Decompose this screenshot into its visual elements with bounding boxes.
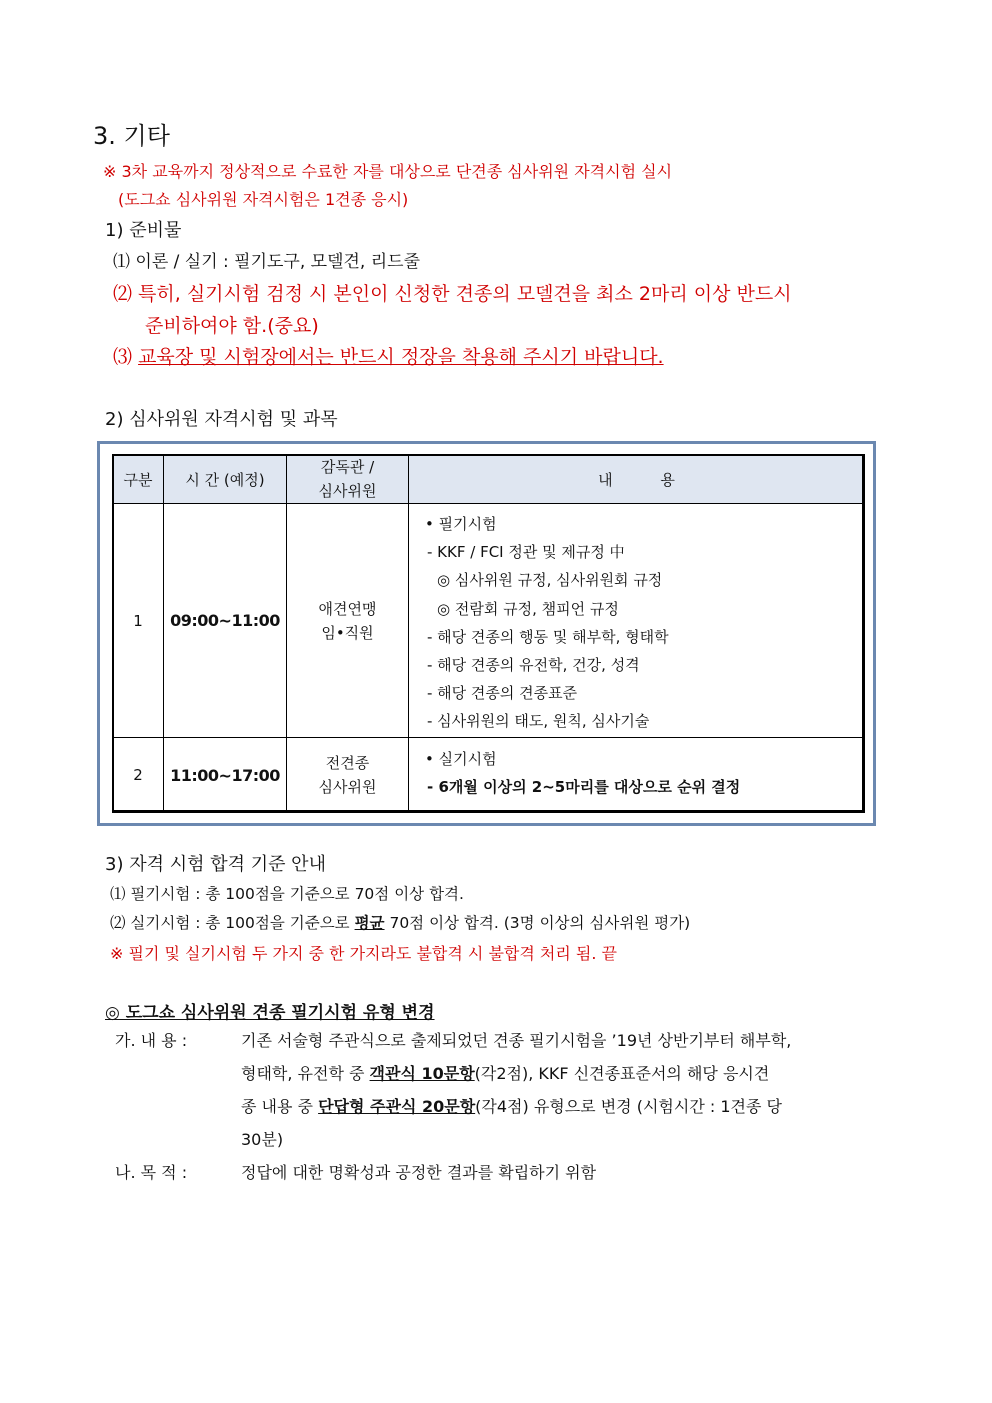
note-line-2: (도그쇼 심사위원 자격시험은 1견종 응시) bbox=[118, 190, 409, 209]
prep-item-2-line-1: ⑵ 특히, 실기시험 검정 시 본인이 신청한 견종의 모델견을 최소 2마리 이상 반드시 bbox=[113, 283, 792, 305]
content-line: - 해당 견종의 견종표준 bbox=[427, 684, 578, 703]
change-line-1: 기존 서술형 주관식으로 출제되었던 견종 필기시험을 ’19년 상반기부터 해부학, bbox=[241, 1031, 792, 1050]
change-purpose-text: 정답에 대한 명확성과 공정한 결과를 확립하기 위함 bbox=[241, 1163, 597, 1182]
change-line-3-post: (각4점) 유형으로 변경 (시험시간 : 1견종 당 bbox=[475, 1097, 782, 1116]
change-title-text: ◎ 도그쇼 심사위원 견종 필기시험 유형 변경 bbox=[105, 1003, 435, 1023]
change-line-3-bold: 단답형 주관식 20문항 bbox=[318, 1097, 476, 1116]
pass-item-2-pre: ⑵ 실기시험 : 총 100점을 기준으로 bbox=[110, 914, 355, 932]
header-time: 시 간 (예정) bbox=[164, 455, 287, 504]
row-2-supervisor-line-1: 전견종 bbox=[325, 754, 370, 772]
content-line: - KKF / FCI 정관 및 제규정 中 bbox=[427, 543, 625, 562]
prep-item-3 bbox=[113, 342, 664, 369]
change-line-2 bbox=[241, 1057, 769, 1090]
row-1-time: 09:00~11:00 bbox=[164, 504, 287, 738]
row-2-time: 11:00~17:00 bbox=[164, 738, 287, 813]
pass-item-1: ⑴ 필기시험 : 총 100점을 기준으로 70점 이상 합격. bbox=[110, 885, 464, 903]
header-supervisor-line-1: 감독관 / bbox=[320, 458, 375, 476]
note-line-1: ※ 3차 교육까지 정상적으로 수료한 자를 대상으로 단견종 심사위원 자격시험 실시 bbox=[103, 162, 673, 181]
pass-item-2-post: 70점 이상 합격. (3명 이상의 심사위원 평가) bbox=[384, 914, 691, 932]
pass-item-2-bold: 평균 bbox=[354, 914, 385, 932]
change-line-3-pre: 종 내용 중 bbox=[241, 1097, 319, 1116]
content-line: - 6개월 이상의 2~5마리를 대상으로 순위 결정 bbox=[427, 778, 741, 797]
prep-heading: 1) 준비물 bbox=[105, 220, 182, 241]
row-1-supervisor-line-2: 임•직원 bbox=[321, 623, 374, 642]
row-1-supervisor-line-1: 애견연맹 bbox=[318, 599, 377, 618]
content-line: ◎ 심사위원 규정, 심사위원회 규정 bbox=[437, 571, 663, 590]
prep-item-2-line-2: 준비하여야 함.(중요) bbox=[145, 315, 319, 337]
section-title: 3. 기타 bbox=[93, 122, 170, 150]
header-category: 구분 bbox=[113, 455, 164, 504]
prep-item-1: ⑴ 이론 / 실기 : 필기도구, 모델견, 리드줄 bbox=[113, 252, 420, 272]
change-title bbox=[105, 998, 435, 1023]
exam-heading: 2) 심사위원 자격시험 및 과목 bbox=[105, 409, 338, 430]
content-line: - 해당 견종의 유전학, 건강, 성격 bbox=[427, 656, 640, 675]
change-content-label: 가. 내 용 : bbox=[115, 1031, 188, 1050]
change-line-4: 30분) bbox=[241, 1130, 284, 1149]
pass-heading: 3) 자격 시험 합격 기준 안내 bbox=[105, 854, 326, 875]
row-2-supervisor-line-2: 심사위원 bbox=[318, 778, 377, 796]
content-line: • 필기시험 bbox=[425, 515, 497, 533]
change-line-2-post: (각2점), KKF 신견종표준서의 해당 응시견 bbox=[474, 1064, 770, 1083]
content-line: - 해당 견종의 행동 및 해부학, 형태학 bbox=[427, 627, 669, 646]
content-line: - 심사위원의 태도, 원칙, 심사기술 bbox=[427, 712, 650, 731]
row-2-number: 2 bbox=[113, 738, 164, 813]
header-supervisor-line-2: 심사위원 bbox=[318, 482, 377, 500]
pass-item-2 bbox=[110, 911, 690, 933]
prep-item-3-text: 교육장 및 시험장에서는 반드시 정장을 착용해 주시기 바랍니다. bbox=[138, 346, 664, 368]
row-1-number: 1 bbox=[113, 504, 164, 738]
prep-item-3-number: ⑶ bbox=[113, 346, 133, 368]
change-line-2-bold: 객관식 10문항 bbox=[369, 1064, 475, 1083]
change-line-2-pre: 형태학, 유전학 중 bbox=[241, 1064, 370, 1083]
change-purpose-label: 나. 목 적 : bbox=[115, 1163, 188, 1182]
header-content: 내 용 bbox=[409, 455, 865, 504]
change-line-3 bbox=[241, 1090, 782, 1123]
content-line: ◎ 전람회 규정, 챔피언 규정 bbox=[437, 599, 619, 618]
table-border bbox=[112, 454, 864, 812]
content-line: • 실기시험 bbox=[425, 750, 497, 768]
pass-note: ※ 필기 및 실기시험 두 가지 중 한 가지라도 불합격 시 불합격 처리 됨. 끝 bbox=[110, 944, 618, 963]
